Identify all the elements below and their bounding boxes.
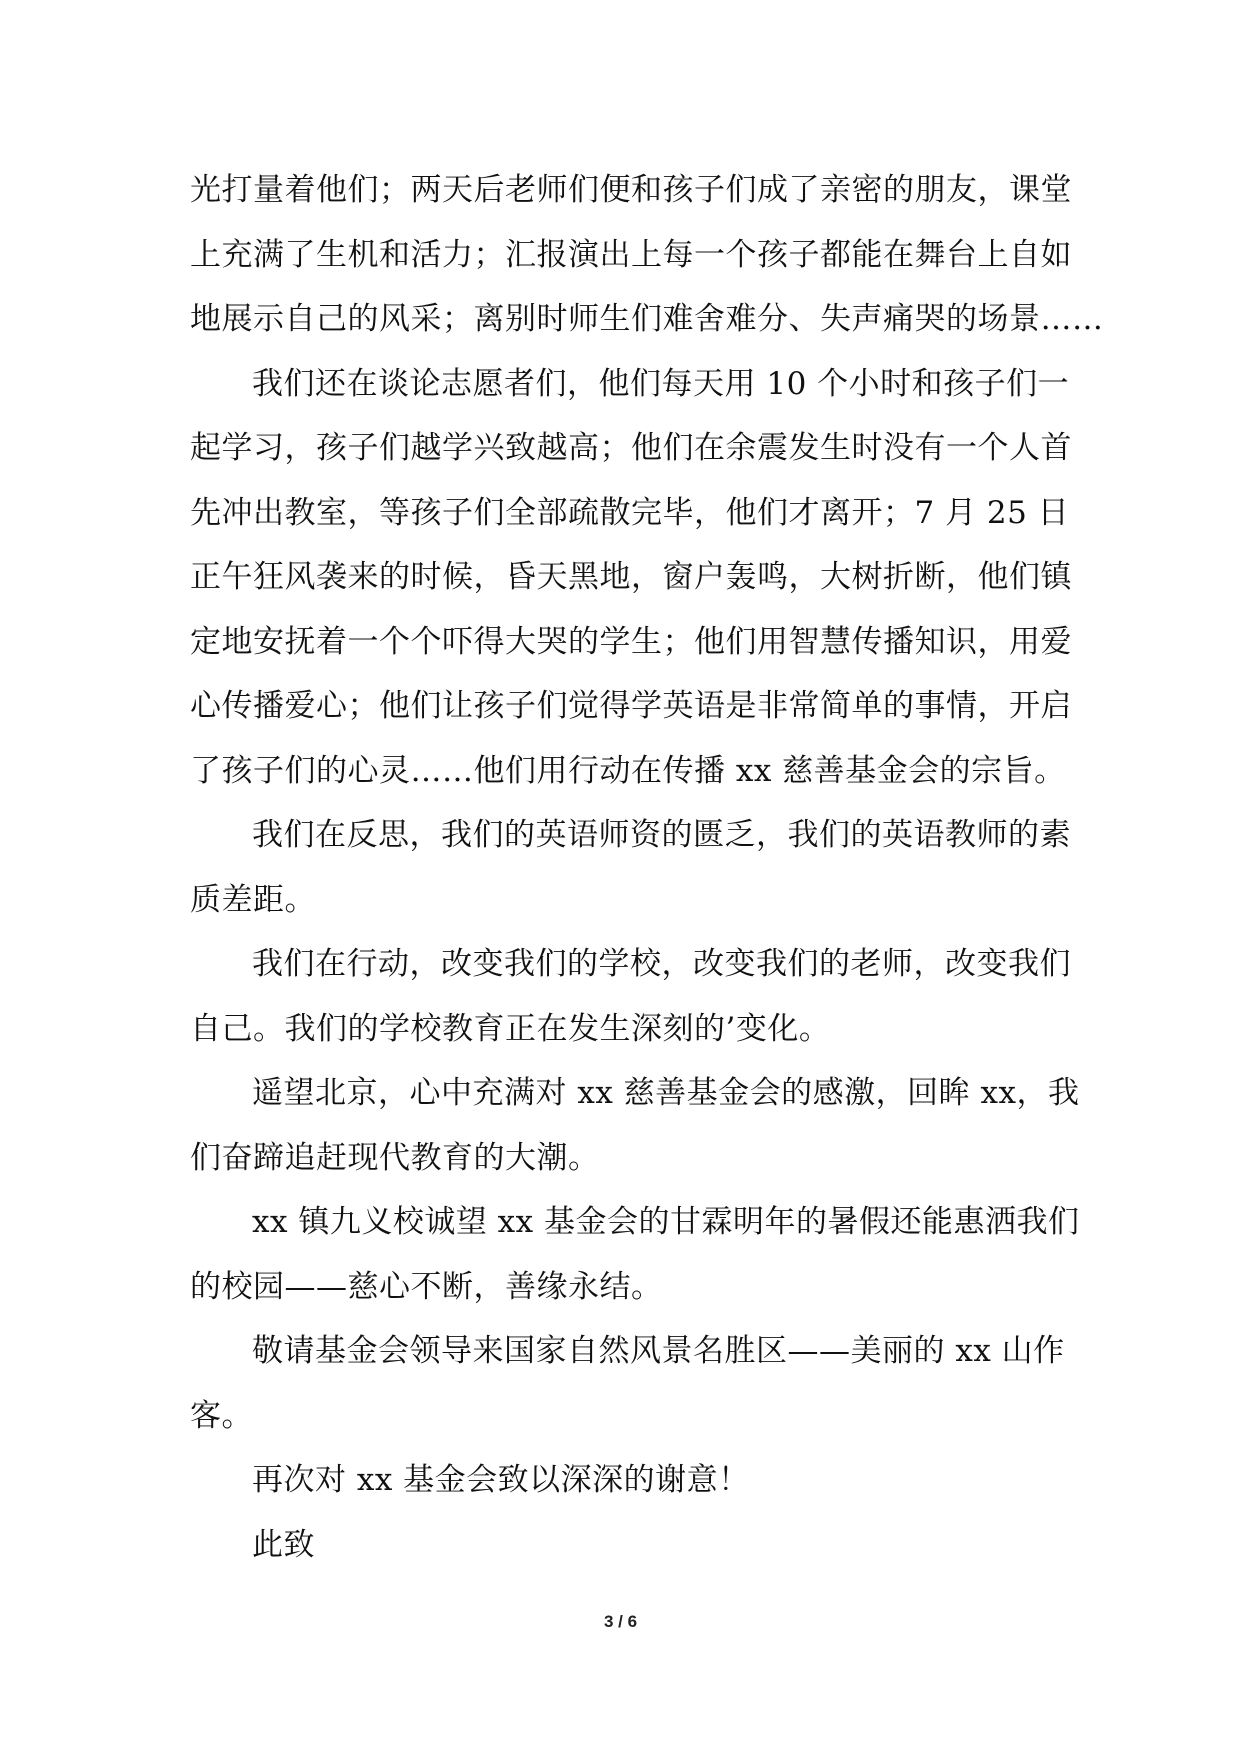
text-line: 了孩子们的心灵……他们用行动在传播 xx 慈善基金会的宗旨。: [190, 752, 1066, 789]
text-line: 敬请基金会领导来国家自然风景名胜区——美丽的 xx 山作: [252, 1333, 1065, 1369]
text-line: 上充满了生机和活力；汇报演出上每一个孩子都能在舞台上自如: [190, 236, 1072, 273]
page-number: 3 / 6: [603, 1612, 638, 1631]
text-line: xx 镇九义校诚望 xx 基金会的甘霖明年的暑假还能惠洒我们: [252, 1204, 1080, 1240]
text-line: 客。: [190, 1397, 253, 1434]
text-line: 的校园——慈心不断，善缘永结。: [190, 1268, 663, 1305]
text-line: 此致: [252, 1526, 315, 1563]
text-line: 再次对 xx 基金会致以深深的谢意！: [252, 1462, 750, 1498]
text-line: 们奋蹄追赶现代教育的大潮。: [190, 1139, 600, 1176]
text-line: 自己。我们的学校教育正在发生深刻的’变化。: [190, 1010, 831, 1047]
text-line: 正午狂风袭来的时候，昏天黑地，窗户轰鸣，大树折断，他们镇: [190, 559, 1072, 595]
text-line: 定地安抚着一个个吓得大哭的学生；他们用智慧传播知识，用爱: [190, 623, 1072, 660]
text-line: 心传播爱心；他们让孩子们觉得学英语是非常简单的事情，开启: [190, 688, 1072, 724]
text-line: 光打量着他们；两天后老师们便和孩子们成了亲密的朋友，课堂: [190, 172, 1072, 208]
text-line: 质差距。: [190, 881, 316, 918]
text-line: 遥望北京，心中充满对 xx 慈善基金会的感激，回眸 xx，我: [252, 1075, 1080, 1111]
text-line: 先冲出教室，等孩子们全部疏散完毕，他们才离开；7 月 25 日: [190, 494, 1070, 531]
text-line: 我们还在谈论志愿者们，他们每天用 10 个小时和孩子们一: [252, 365, 1070, 402]
text-line: 地展示自己的风采；离别时师生们难舍难分、失声痛哭的场景……: [190, 301, 1104, 337]
text-line: 起学习，孩子们越学兴致越高；他们在余震发生时没有一个人首: [190, 430, 1072, 466]
text-line: 我们在反思，我们的英语师资的匮乏，我们的英语教师的素: [252, 817, 1071, 853]
document-body: [190, 158, 1104, 1577]
text-line: 我们在行动，改变我们的学校，改变我们的老师，改变我们: [252, 946, 1071, 982]
